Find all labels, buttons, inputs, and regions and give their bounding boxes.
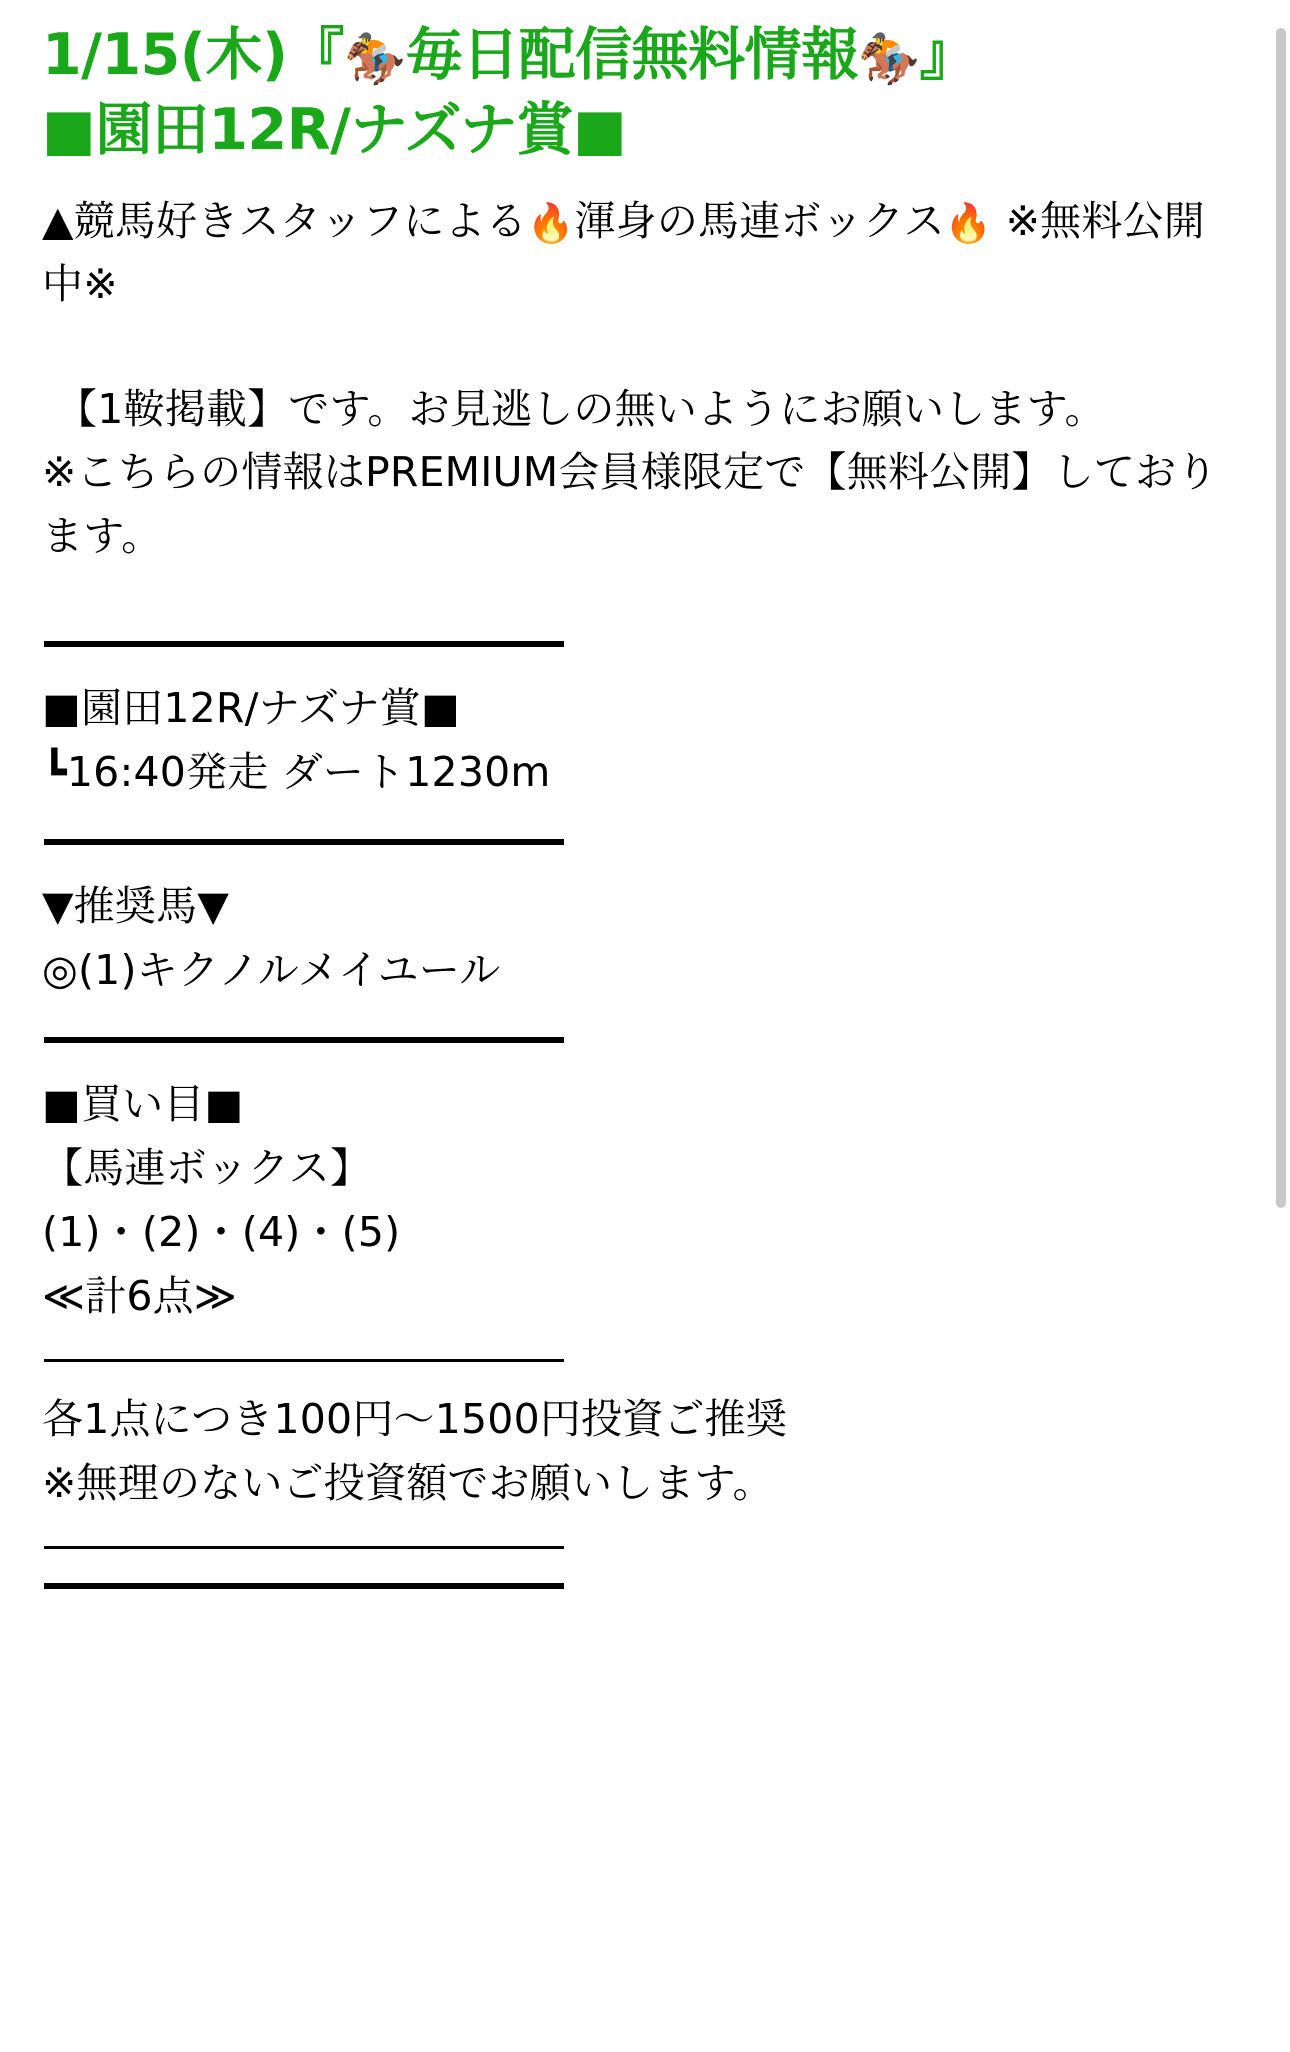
fire-icon-2: 🔥 bbox=[944, 201, 993, 246]
scrollbar-thumb[interactable] bbox=[1276, 28, 1286, 1208]
race-detail: ┗16:40発走 ダート1230m bbox=[42, 748, 551, 797]
bets-numbers: (1)・(2)・(4)・(5) bbox=[42, 1208, 401, 1257]
scrollbar[interactable] bbox=[1276, 0, 1286, 2052]
divider-5 bbox=[44, 1546, 564, 1549]
notice-line-1: 【1鞍掲載】です。お見逃しの無いようにお願いします。 bbox=[56, 384, 1106, 433]
divider-6 bbox=[44, 1583, 564, 1589]
divider-3 bbox=[44, 1037, 564, 1043]
divider-1 bbox=[44, 641, 564, 647]
bets-type: 【馬連ボックス】 bbox=[42, 1144, 372, 1193]
intro-paragraph bbox=[42, 190, 1234, 315]
bets-count: ≪計6点≫ bbox=[42, 1272, 237, 1321]
page-title-line2: ■園田12R/ナズナ賞■ bbox=[42, 97, 627, 164]
stake-line-1: 各1点につき100円〜1500円投資ご推奨 bbox=[42, 1395, 788, 1444]
notice-line-2: ※こちらの情報はPREMIUM会員様限定で【無料公開】しております。 bbox=[42, 448, 1218, 561]
horse-racing-icon-2: 🏇 bbox=[857, 30, 920, 88]
pick-horse: ◎(1)キクノルメイユール bbox=[42, 946, 501, 995]
title-date-prefix: 1/15(木)『 bbox=[42, 22, 344, 88]
title-text: 毎日配信無料情報 bbox=[405, 22, 858, 88]
intro-text-after: ※無料公開中※ bbox=[42, 197, 1205, 309]
intro-text-before: ▲競馬好きスタッフによる bbox=[42, 197, 527, 246]
pick-heading: ▼推奨馬▼ bbox=[42, 882, 230, 931]
divider-2 bbox=[44, 839, 564, 845]
race-name: ■園田12R/ナズナ賞■ bbox=[42, 684, 460, 733]
spacer-2 bbox=[42, 569, 1234, 607]
fire-icon: 🔥 bbox=[526, 201, 575, 246]
title-suffix: 』 bbox=[919, 22, 976, 88]
stake-line-2: ※無理のないご投資額でお願いします。 bbox=[42, 1458, 774, 1507]
divider-4 bbox=[44, 1359, 564, 1362]
page-title-line1 bbox=[42, 18, 1234, 93]
spacer bbox=[42, 316, 1234, 378]
horse-racing-icon: 🏇 bbox=[343, 30, 406, 88]
bets-heading: ■買い目■ bbox=[42, 1080, 244, 1129]
intro-text-mid: 渾身の馬連ボックス bbox=[574, 197, 945, 246]
